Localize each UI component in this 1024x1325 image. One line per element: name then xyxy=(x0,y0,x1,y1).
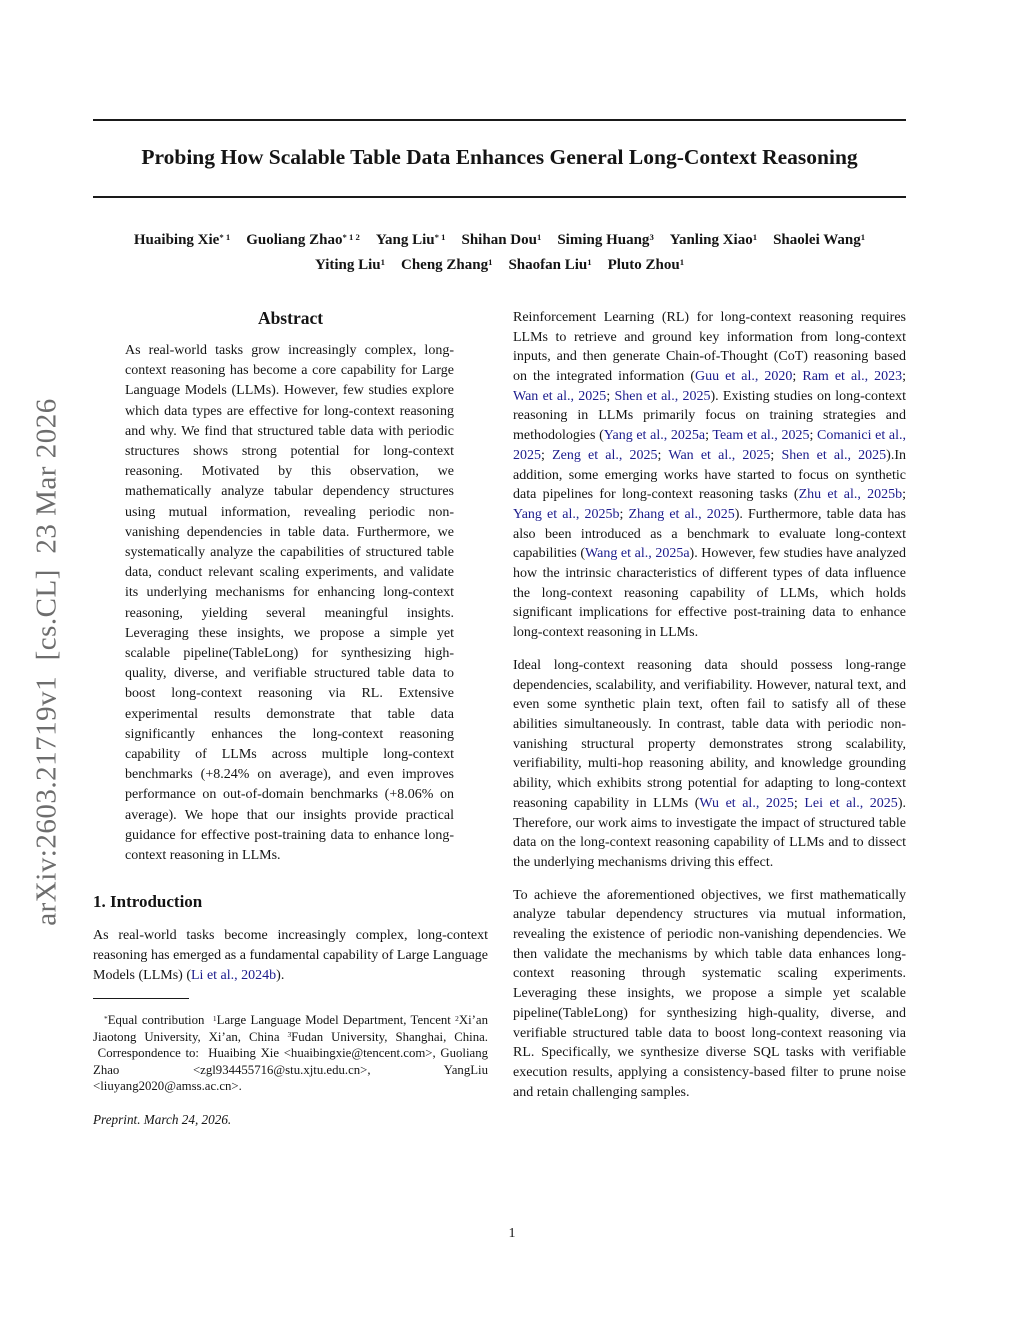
preprint-notice: Preprint. March 24, 2026. xyxy=(93,1111,232,1127)
citation-link[interactable]: Wu et al., 2025 xyxy=(699,795,794,811)
citation-link[interactable]: Shen et al., 2025 xyxy=(781,447,887,463)
footnote-marker: * xyxy=(104,1013,108,1023)
introduction-paragraph: As real-world tasks become increasingly complex, long-context reasoning has emerged as a fundamental capability of Large Language Models (LLMs) (Li et al., 2024b). xyxy=(93,928,488,983)
footnote-marker: 2 xyxy=(455,1013,459,1023)
author-name: Huaibing Xie$^{* 1}$ xyxy=(133,231,231,248)
title-rule-top xyxy=(93,119,906,121)
author-name: Yanling Xiao$^1$ xyxy=(669,231,758,248)
citation-link[interactable]: Ram et al., 2023 xyxy=(802,369,903,385)
citation-link[interactable]: Yang et al., 2025b xyxy=(513,506,620,522)
page-number: 1 xyxy=(508,1226,516,1241)
citation-link[interactable]: Team et al., 2025 xyxy=(712,428,810,444)
author-name: Pluto Zhou$^1$ xyxy=(607,256,685,273)
author-line-1 xyxy=(93,228,906,253)
abstract-heading: Abstract xyxy=(257,307,324,328)
citation-link[interactable]: Zeng et al., 2025 xyxy=(552,447,658,463)
arxiv-watermark: arXiv:2603.21719v1 [cs.CL] 23 Mar 2026 xyxy=(30,398,63,926)
citation-link[interactable]: Wan et al., 2025 xyxy=(513,388,607,404)
section-heading-introduction: 1. Introduction xyxy=(93,892,203,912)
author-name: Shihan Dou$^1$ xyxy=(461,231,542,248)
citation-link[interactable]: Zhang et al., 2025 xyxy=(628,506,735,522)
body-paragraph-2: Ideal long-context reasoning data should possess long-range dependencies, scalability, and verifiability. However, natural text, and even some synthetic plain text, often fail to satisfy all of these abilities simultaneously. In contrast, table data with periodic non-vanishing structural property demonstrates strong scalability, verifiability, multi-hop reasoning ability, and knowledge grounding ability, which exhibits strong potential for adapting to long-context reasoning capability in LLMs (Wu et al., 2025; Lei et al., 2025). Therefore, our work aims to investigate the impact of structured table data on the long-context reasoning capability of LLMs and to dissect the underlying mechanisms driving this effect. xyxy=(513,657,906,870)
citation-link[interactable]: Comanici et al., 2025 xyxy=(513,428,906,463)
citation-link[interactable]: Shen et al., 2025 xyxy=(614,388,711,404)
author-name: Cheng Zhang$^1$ xyxy=(401,256,493,273)
body-paragraph-3: To achieve the aforementioned objectives, we first mathematically analyze tabular dependency structures via mutual information, revealing the existence of periodic non-vanishing dependencies. We then validate the mechanisms by which table data enhances long-context reasoning through systematic scaling experiments. Leveraging these insights, we propose a simple yet scalable pipeline(TableLong) for synthesizing high-quality, diverse, and verifiable structured table data to boost long-context reasoning via RL. Specifically, we synthesize diverse SQL tasks with verifiable execution results, applying a consistency-based filter to prune noise and retain challenging samples. xyxy=(513,887,906,1100)
author-name: Siming Huang$^3$ xyxy=(557,231,654,248)
footnote-marker: 1 xyxy=(212,1013,217,1023)
citation-link[interactable]: Zhu et al., 2025b xyxy=(798,487,903,503)
citation-link[interactable]: Wang et al., 2025a xyxy=(585,546,690,562)
two-column-body xyxy=(93,308,906,1141)
author-name: Guoliang Zhao$^{* 1 2}$ xyxy=(246,231,360,248)
citation-link[interactable]: Guu et al., 2020 xyxy=(694,369,793,385)
author-name: Shaofan Liu$^1$ xyxy=(508,256,592,273)
footnote-rule xyxy=(93,998,189,999)
author-name: Yiting Liu$^1$ xyxy=(314,256,385,273)
author-block xyxy=(93,228,906,278)
paper-title: Probing How Scalable Table Data Enhances General Long-Context Reasoning xyxy=(141,145,858,169)
title-rule-bottom xyxy=(93,196,906,198)
right-column xyxy=(513,308,906,1141)
citation-link[interactable]: Lei et al., 2025 xyxy=(804,795,898,811)
abstract-text: As real-world tasks grow increasingly complex, long-context reasoning has become a core capability for Large Language Models (LLMs). However, few studies explore which data types are effective for long-context reasoning and why. We find that structured table data with periodic structures shows strong potential for long-context reasoning. Motivated by this observation, we mathematically analyze tabular dependency structures using mutual information, revealing periodic non-vanishing dependencies in table data. Furthermore, we systematically analyze the capabilities of structured table data, conduct relevant scaling experiments, and validate its underlying mechanisms for enhancing long-context reasoning, yielding several meaningful insights. Leveraging these insights, we propose a simple yet scalable pipeline(TableLong) for synthesizing high-quality, diverse, and verifiable structured table data to boost long-context reasoning via RL. Extensive experimental results demonstrate that table data significantly enhances the long-context reasoning capability of LLMs across multiple long-context benchmarks (+8.24% on average), and even improves performance on out-of-domain benchmarks (+8.06% on average). We hope that our insights provide practical guidance for effective post-training data to enhance long-context reasoning in LLMs. xyxy=(125,342,454,864)
citation-link[interactable]: Li et al., 2024b xyxy=(191,967,277,983)
citation-link[interactable]: Wan et al., 2025 xyxy=(668,447,771,463)
citation-link[interactable]: Yang et al., 2025a xyxy=(603,428,706,444)
footnote-marker: 3 xyxy=(287,1030,292,1040)
author-name: Shaolei Wang$^1$ xyxy=(773,231,866,248)
left-column xyxy=(93,308,488,1141)
footnote-text: *Equal contribution $^1$Large Language Model Department, Tencent $^2$Xi’an Jiaotong University, Xi’an, China $^3$Fudan University, Shanghai, China. Correspondence to: Huaibing Xie <huaibingxie@tencent.com>, Guoliang Zhao <zgl934455716@stu.xjtu.edu.cn>, YangLiu <liuyang2020@amss.ac.cn>. xyxy=(93,1013,488,1094)
paper-content xyxy=(93,0,906,1141)
author-line-2 xyxy=(93,253,906,278)
body-paragraph-1: Reinforcement Learning (RL) for long-context reasoning requires LLMs to retrieve and ground key information from long-context inputs, and then generate Chain-of-Thought (CoT) reasoning based on the integrated information (Guu et al., 2020; Ram et al., 2023; Wan et al., 2025; Shen et al., 2025). Existing studies on long-context reasoning in LLMs primarily focus on training strategies and methodologies (Yang et al., 2025a; Team et al., 2025; Comanici et al., 2025; Zeng et al., 2025; Wan et al., 2025; Shen et al., 2025).In addition, some emerging works have started to focus on synthetic data pipelines for long-context reasoning tasks (Zhu et al., 2025b; Yang et al., 2025b; Zhang et al., 2025). Furthermore, table data has also been introduced as a benchmark to evaluate long-context capabilities (Wang et al., 2025a). However, few studies have analyzed how the intrinsic characteristics of different types of data influence the long-context reasoning capability of LLMs, which holds significant implications for effective post-training data to enhance long-context reasoning in LLMs. xyxy=(513,309,907,641)
author-name: Yang Liu$^{* 1}$ xyxy=(375,231,446,248)
